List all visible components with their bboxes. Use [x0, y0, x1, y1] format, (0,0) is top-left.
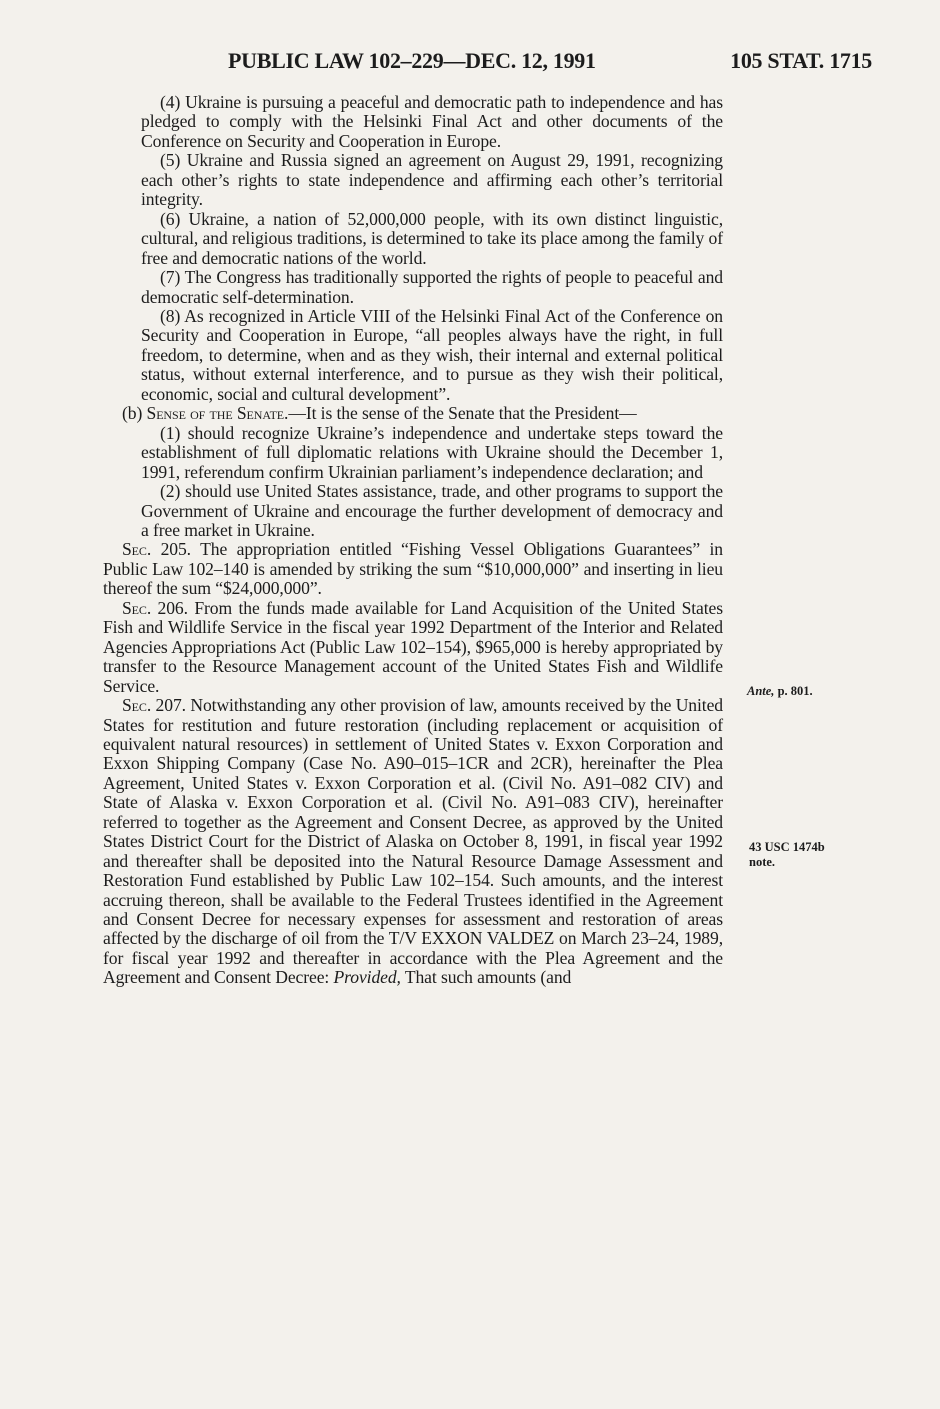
statute-page-number: 105 STAT. 1715	[730, 48, 872, 73]
running-title: PUBLIC LAW 102–229—DEC. 12, 1991	[228, 48, 596, 73]
page-header	[0, 48, 940, 76]
sense-of-senate-heading: Sense of the Senate	[146, 403, 285, 424]
finding-paragraph-6: (6) Ukraine, a nation of 52,000,000 people, with its own distinct linguistic, cultural, and religious traditions, is determined to take its place among the family of free and democratic nations of the world.	[141, 208, 723, 268]
sense-of-senate-paragraph: (b) Sense of the Senate.—It is the sense of the Senate that the President—	[122, 403, 637, 424]
senate-clause-1: (1) should recognize Ukraine’s independence and undertake steps toward the establishment of full diplomatic relations with Ukraine should the December 1, 1991, referendum confirm Ukrainian parliament’s independence declaration; and	[141, 422, 723, 482]
margin-note-ante: Ante, p. 801.	[747, 684, 813, 698]
finding-paragraph-7: (7) The Congress has traditionally supported the rights of people to peaceful and democratic self-determination.	[141, 267, 723, 307]
finding-paragraph-8: (8) As recognized in Article VIII of the Helsinki Final Act of the Conference on Security and Cooperation in Europe, “all peoples always have the right, in full freedom, to determine, when and as they wish, their internal and external political status, without external interference, and to pursue as they wish their political, economic, social and cultural development”.	[141, 305, 723, 404]
finding-paragraph-5: (5) Ukraine and Russia signed an agreement on August 29, 1991, recognizing each other’s rights to state independence and affirming each other’s territorial integrity.	[141, 150, 723, 210]
section-207: Sec. 207. Notwithstanding any other provision of law, amounts received by the United States for restitution and future restoration (including replacement or acquisition of equivalent natural resources) in settlement of United States v. Exxon Corporation and Exxon Shipping Company (Case No. A90–015–1CR and 2CR), hereinafter the Plea Agreement, United States v. Exxon Corporation et al. (Civil No. A91–082 CIV) and State of Alaska v. Exxon Corporation et al. (Civil No. A91–083 CIV), hereinafter referred to together as the Agreement and Consent Decree, as approved by the United States District Court for the District of Alaska on October 8, 1991, in fiscal year 1992 and thereafter shall be deposited into the Natural Resource Damage Assessment and Restoration Fund established by Public Law 102–154. Such amounts, and the interest accruing thereon, shall be available to the Federal Trustees identified in the Agreement and Consent Decree for necessary expenses for assessment and restoration of areas affected by the discharge of oil from the T/V EXXON VALDEZ on March 23–24, 1989, for fiscal year 1992 and thereafter in accordance with the Plea Agreement and the Agreement and Consent Decree: Provided, That such amounts (and	[103, 695, 723, 988]
senate-clause-2: (2) should use United States assistance, trade, and other programs to support the Government of Ukraine and encourage the further development of democracy and a free market in Ukraine.	[141, 481, 723, 540]
margin-note-usc: 43 USC 1474b note.	[749, 840, 825, 869]
finding-paragraph-4: (4) Ukraine is pursuing a peaceful and democratic path to independence and has pledged to comply with the Helsinki Final Act and other documents of the Conference on Security and Cooperation in Europe.	[141, 92, 723, 151]
page-body	[103, 93, 723, 988]
section-206: Sec. 206. From the funds made available for Land Acquisition of the United States Fish and Wildlife Service in the fiscal year 1992 Department of the Interior and Related Agencies Appropriations Act (Public Law 102–154), $965,000 is hereby appropriated by transfer to the Resource Management account of the United States Fish and Wildlife Service.	[103, 597, 723, 696]
section-205: Sec. 205. The appropriation entitled “Fishing Vessel Obligations Guarantees” in Public Law 102–140 is amended by striking the sum “$10,000,000” and inserting in lieu thereof the sum “$24,000,000”.	[103, 539, 723, 599]
